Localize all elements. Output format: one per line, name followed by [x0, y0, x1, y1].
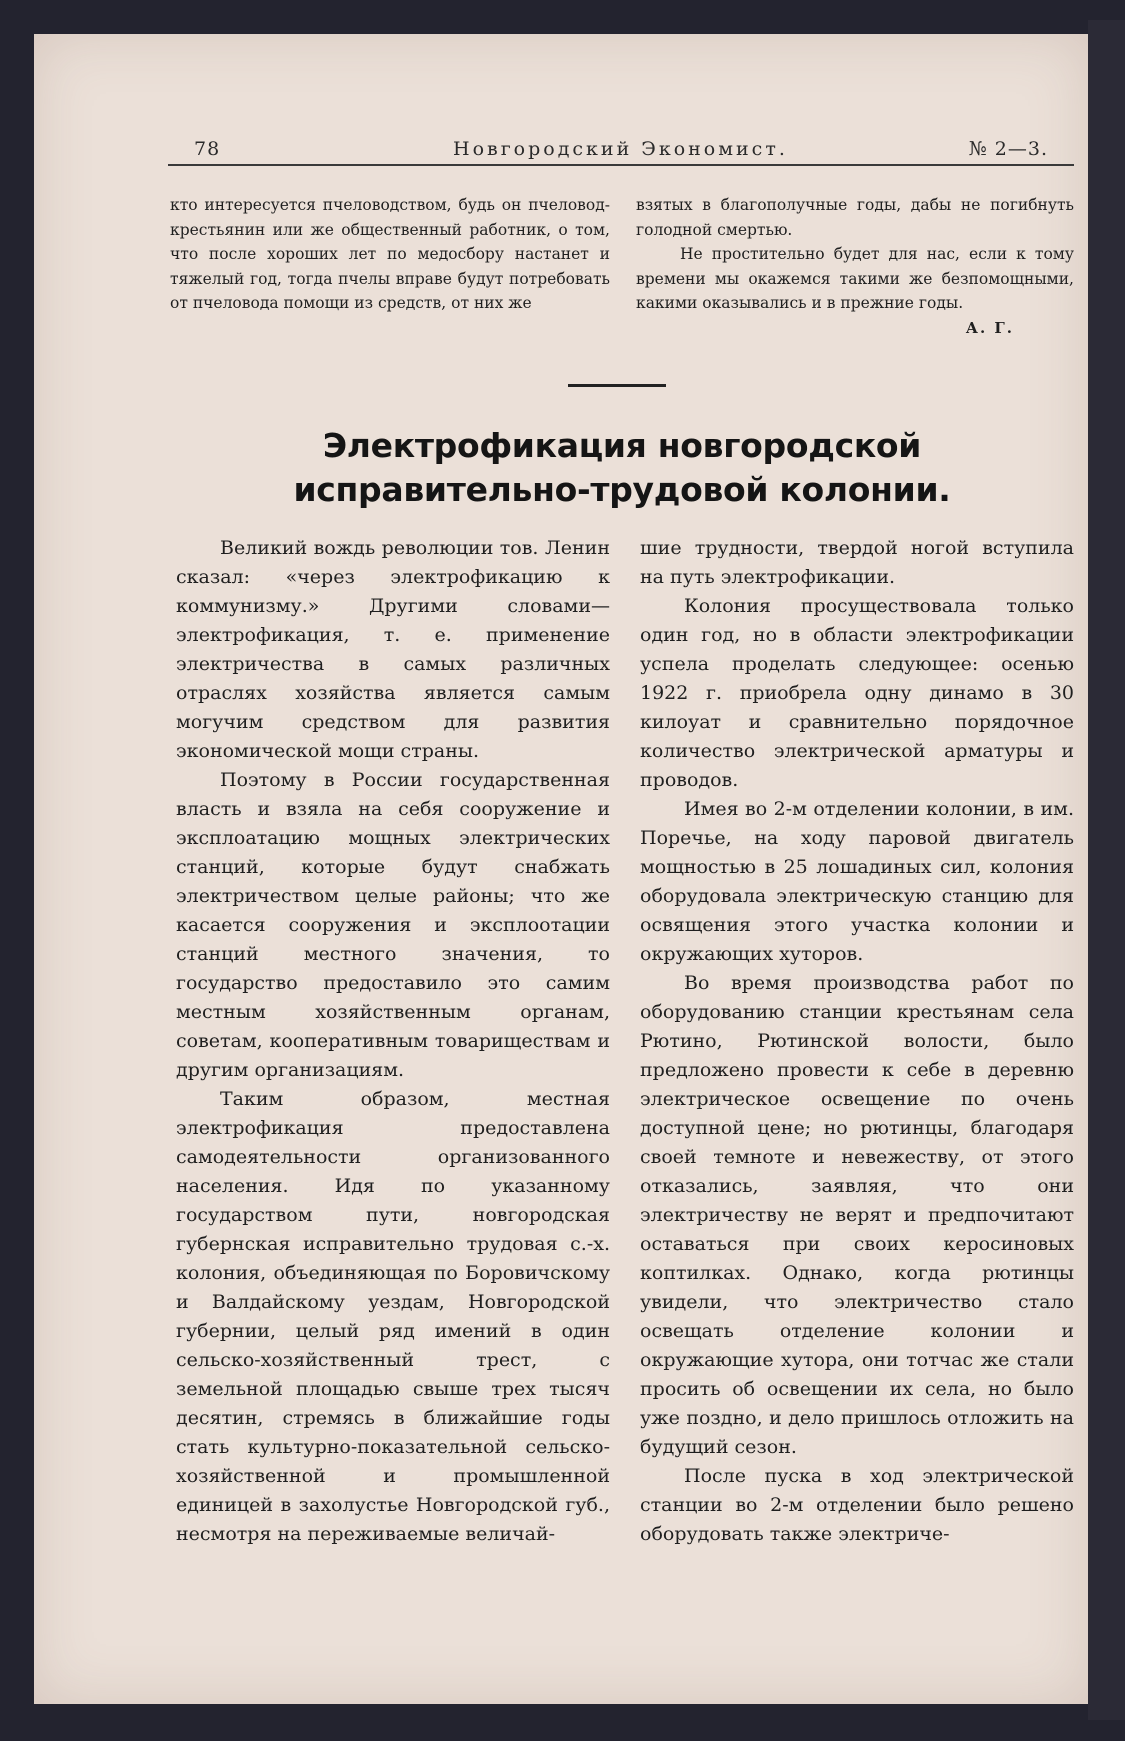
previous-article-text: Не простительно будет для нас, если к тому времени мы окажемся такими же безпомощными, какими оказывались и в прежние годы. [636, 245, 1074, 312]
running-header [188, 134, 1060, 166]
section-divider [568, 384, 666, 387]
previous-article-text: кто интересуется пчеловодством, будь он пчеловод-крестьянин или же общественный работник, о том, что после хороших лет по медосбору настанет и тяжелый год, тогда пчелы вправе будут потребовать от пчеловода помощи из средств, от них же [170, 196, 610, 312]
header-rule [168, 164, 1074, 166]
article-paragraph: Таким образом, местная электрофикация предоставлена самодеятельности организованного населения. Идя по указанному государством пути, новгородская губернская исправительно трудовая с.-х. колония, объединяющая по Боровичскому и Валдайскому уездам, Новгородской губернии, целый ряд имений в один сельско-хозяйственный трест, с земельной площадью свыше трех тысяч десятин, стремясь в ближайшие годы стать культурно-показательной сельско-хозяйственной и промышленной единицей в захолустье Новгородской губ., несмотря на переживаемые величай- [176, 1088, 610, 1545]
article-paragraph: шие трудности, твердой ногой вступила на путь электрофикации. [640, 537, 1074, 588]
article-paragraph: После пуска в ход электрической станции во 2-м отделении было решено оборудовать также электриче- [640, 1465, 1074, 1545]
article-paragraph: Имея во 2-м отделении колонии, в им. Поречье, на ходу паровой двигатель мощностью в 25 лошадиных сил, колония оборудовала электрическую станцию для освящения этого участка колонии и окружающих хуторов. [640, 798, 1074, 965]
article-title: Электрофикация новгородской исправительно-трудовой колонии. [293, 426, 951, 509]
article-paragraph: Великий вождь революции тов. Ленин сказал: «через электрофикацию к коммунизму.» Другими словами—электрофикация, т. е. применение электричества в самых различных отраслях хозяйства является самым могучим средством для развития экономической мощи страны. [176, 537, 610, 762]
previous-article-right-column [636, 193, 1074, 340]
article-right-column [640, 534, 1074, 1549]
article-paragraph: Поэтому в России государственная власть и взяла на себя сооружение и эксплоатацию мощных электрических станций, которые будут снабжать электричеством целые районы; что же касается сооружения и эксплоотации станций местного значения, то государство предоставило это самим местным хозяйственным органам, советам, кооперативным товариществам и другим организациям. [176, 769, 610, 1081]
article-left-column [176, 534, 610, 1549]
book-binding-edge [1088, 20, 1125, 1720]
author-signature: А. Г. [965, 318, 1014, 337]
article-paragraph: Колония просуществовала только один год, но в области электрофикации успела проделать следующее: осенью 1922 г. приобрела одну динамо в 30 килоуат и сравнительно порядочное количество электрической арматуры и проводов. [640, 595, 1074, 791]
page-number: 78 [194, 138, 221, 160]
previous-article-text: взятых в благополучные годы, дабы не погибнуть голодной смертью. [636, 196, 1074, 239]
issue-number: № 2—3. [968, 138, 1048, 160]
previous-article-left-column [170, 193, 610, 316]
article-paragraph: Во время производства работ по оборудованию станции крестьянам села Рютино, Рютинской волости, было предложено провести к себе в деревню электрическое освещение по очень доступной цене; но рютинцы, благодаря своей темноте и невежеству, от этого отказались, заявляя, что они электричеству не верят и предпочитают оставаться при своих керосиновых коптилках. Однако, когда рютинцы увидели, что электричество стало освещать отделение колонии и окружающие хутора, они тотчас же стали просить об освещении их села, но было уже поздно, и дело пришлось отложить на будущий сезон. [640, 972, 1074, 1458]
journal-title: Новгородский Экономист. [453, 138, 788, 160]
